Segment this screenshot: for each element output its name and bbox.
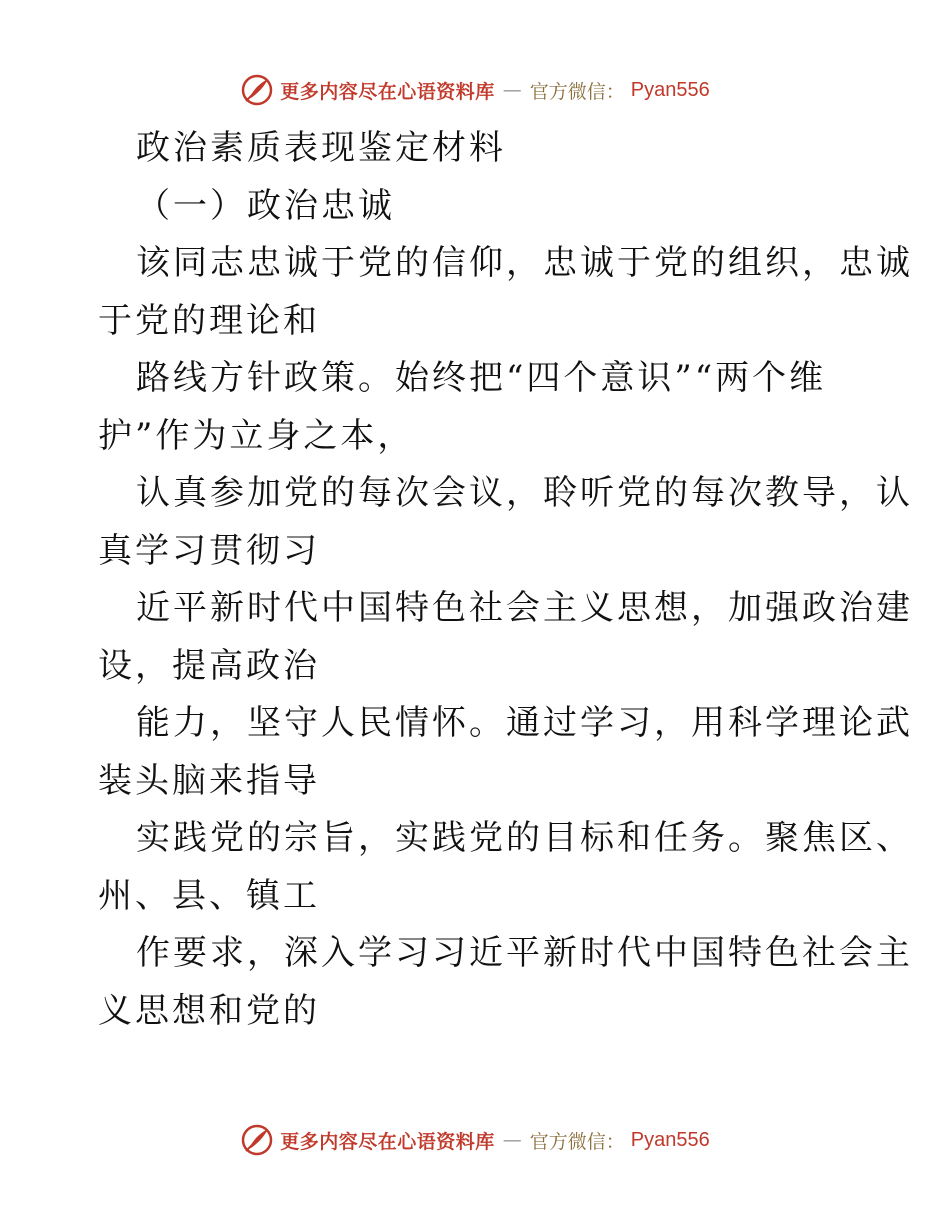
- banner-wechat-id: Pyan556: [630, 1128, 710, 1151]
- paragraph-line: 设，提高政治: [98, 645, 320, 686]
- paragraph-line: 认真参加党的每次会议，聆听党的每次教导，认: [136, 473, 913, 513]
- paragraph-line: 作要求，深入学习习近平新时代中国特色社会主: [136, 933, 913, 973]
- document-body: [98, 120, 913, 1040]
- paragraph-line: 该同志忠诚于党的信仰，忠诚于党的组织，忠诚: [136, 243, 913, 283]
- header-watermark-banner: [0, 70, 950, 110]
- paragraph-line: 能力，坚守人民情怀。通过学习，用科学理论武: [136, 703, 913, 743]
- banner-wechat-label: 官方微信：: [529, 1130, 625, 1153]
- paragraph-line: 义思想和党的: [98, 990, 320, 1031]
- banner-separator: —: [502, 1129, 522, 1151]
- paragraph-line: 护”作为立身之本，: [98, 415, 415, 456]
- paragraph-line: 近平新时代中国特色社会主义思想，加强政治建: [136, 588, 913, 628]
- document-title: 政治素质表现鉴定材料: [136, 128, 506, 168]
- paragraph-line: 真学习贯彻习: [98, 530, 320, 571]
- footer-banner-content: [240, 1123, 710, 1157]
- paragraph-line: 州、县、镇工: [98, 875, 320, 916]
- banner-wechat-label: 官方微信：: [529, 80, 625, 103]
- feather-quill-logo-icon: [240, 73, 274, 107]
- paragraph-line: 路线方针政策。始终把“四个意识”“两个维: [136, 358, 827, 398]
- banner-text: 更多内容尽在心语资料库: [280, 80, 495, 103]
- banner-text: 更多内容尽在心语资料库: [280, 1130, 495, 1153]
- paragraph-line: 于党的理论和: [98, 300, 320, 341]
- footer-watermark-banner: [0, 1120, 950, 1160]
- banner-separator: —: [502, 79, 522, 101]
- feather-quill-logo-icon: [240, 1123, 274, 1157]
- paragraph-line: 装头脑来指导: [98, 760, 320, 801]
- banner-wechat-id: Pyan556: [630, 78, 710, 101]
- section-heading: （一）政治忠诚: [136, 185, 395, 226]
- paragraph-line: 实践党的宗旨，实践党的目标和任务。聚焦区、: [136, 818, 913, 858]
- header-banner-content: [240, 73, 710, 107]
